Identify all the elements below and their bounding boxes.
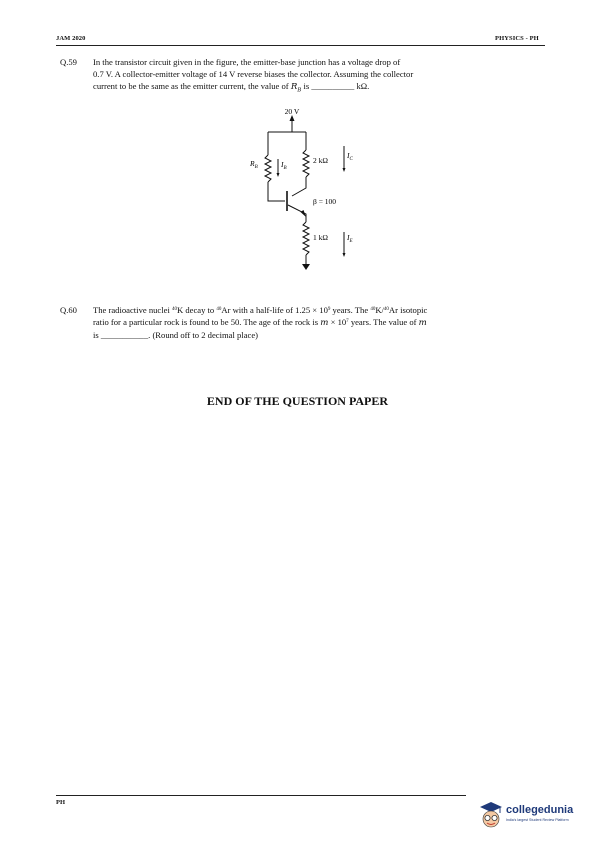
text-run: K/ [375,305,384,315]
ic-label [346,151,354,162]
ie-symbol: I [347,233,350,242]
rb-subscript: B [254,165,258,170]
collegedunia-logo [478,798,574,832]
text-run: The radioactive nuclei [93,305,172,315]
ib-arrowhead [277,173,280,177]
rc-label: 2 kΩ [313,156,328,165]
math-variable: R [290,82,298,93]
rb-symbol: R [250,159,255,168]
base-wire [268,182,285,201]
logo-wordmark: collegedunia [506,804,574,816]
mass-number: 40 [216,307,222,312]
text-run: years. The value of [348,317,419,328]
question-text [93,304,427,342]
text-run: Ar isotopic [388,305,428,315]
ground-arrowhead [302,264,310,270]
beta-label: β = 100 [313,197,337,206]
mass-number: 40 [171,307,177,312]
question-number: Q.59 [60,57,77,67]
ic-subscript: C [349,157,353,162]
ie-label [346,233,353,244]
text-run: ratio for a particular rock is found to be 50. The age of the rock is [93,317,321,328]
text-run: is __________ kΩ. [301,81,370,92]
ic-symbol: I [347,151,350,160]
rc-resistor [303,150,309,177]
ib-symbol: I [281,160,284,169]
rb-resistor [265,155,271,182]
question-line: 0.7 V. A collector-emitter voltage of 14 V reverse biases the collector. Assuming the collector [93,69,414,80]
mass-number: 40 [383,307,389,312]
ie-arrowhead [343,253,346,257]
math-variable: m [418,318,427,329]
question-line: In the transistor circuit given in the figure, the emitter-base junction has a voltage drop of [93,57,401,67]
re-label: 1 kΩ [313,233,328,242]
ib-label [280,160,287,171]
footer-divider [56,795,466,796]
re-resistor [303,222,309,255]
question-line [93,304,427,316]
exponent: 7 [346,319,349,325]
text-run: current to be the same as the emitter current, the value of [93,81,291,92]
text-run: × 10 [328,317,347,328]
text-run: K decay to [176,305,217,315]
end-of-paper-heading: END OF THE QUESTION PAPER [206,394,389,408]
supply-label: 20 V [284,107,300,116]
text-run: years. The [330,305,371,315]
text-run: Ar with a half-life of 1.25 × 10 [221,305,328,315]
math-variable: m [320,318,329,329]
question-line [93,316,427,329]
mascot-icon [478,800,504,830]
footer-code: PH [56,799,66,806]
rb-label [249,159,258,170]
header-exam: JAM 2020 [56,35,86,42]
ie-subscript: E [349,239,353,244]
header-paper: PHYSICS - PH [495,35,539,42]
ic-arrowhead [343,168,346,172]
collector-wire [292,177,306,196]
math-subscript: B [297,88,302,95]
exponent: 9 [327,307,331,312]
logo-tagline: India's largest Student Review Platform [506,818,569,822]
ib-subscript: B [283,166,287,171]
question-number: Q.60 [60,305,77,315]
question-line: is ___________. (Round off to 2 decimal place) [93,330,259,341]
mass-number: 40 [370,307,376,312]
